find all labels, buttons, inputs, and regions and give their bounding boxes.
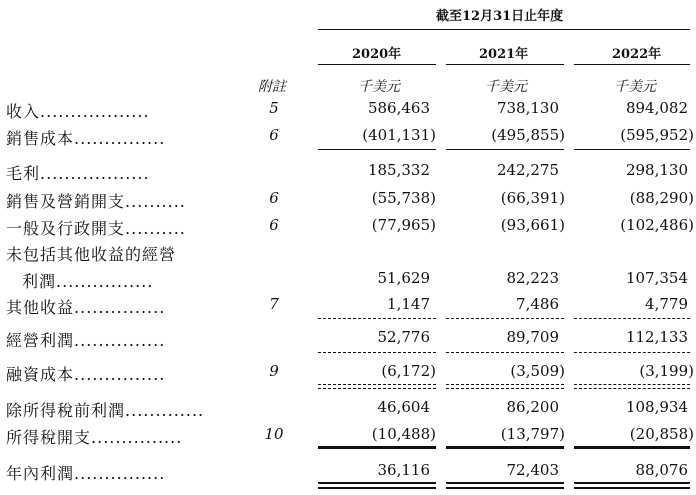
profit-for-year-2020: 36,116	[377, 461, 430, 479]
profit-for-year-2022: 88,076	[635, 461, 688, 479]
row-label-profit-for-year: 年內利潤...............	[6, 464, 166, 483]
cost-of-sales-2020: (401,131)	[362, 126, 436, 144]
row-label-income-tax: 所得稅開支...............	[6, 428, 183, 447]
total-thick-line-2a-2020	[318, 482, 436, 484]
year-2020-header: 2020年	[352, 47, 402, 62]
operating-profit-excl-other-2022: 107,354	[625, 269, 688, 287]
subtotal-line-4a-2022	[574, 384, 690, 385]
row-note-finance-costs: 9	[269, 362, 279, 380]
total-thick-line-2a-2021	[446, 482, 564, 484]
other-gains-2020: 1,147	[387, 295, 430, 313]
year-2021-header: 2021年	[479, 47, 529, 62]
revenue-2022: 894,082	[625, 99, 688, 117]
finance-costs-2021: (3,509)	[510, 362, 565, 380]
row-label-gross-profit: 毛利..................	[6, 164, 150, 183]
row-note-admin-expenses: 6	[269, 216, 279, 234]
total-thick-line-1-2020	[318, 446, 436, 449]
year-2022-header: 2022年	[612, 47, 662, 62]
selling-expenses-2022: (88,290)	[629, 189, 694, 207]
subtotal-line-1-2021	[446, 149, 564, 150]
row-label-operating-profit-excl-other-cont: 利潤................	[22, 272, 154, 291]
operating-profit-2021: 89,709	[506, 328, 559, 346]
total-thick-line-1-2022	[574, 446, 690, 449]
finance-costs-2020: (6,172)	[381, 362, 436, 380]
operating-profit-2020: 52,776	[377, 328, 430, 346]
row-label-operating-profit: 經營利潤...............	[6, 331, 166, 350]
period-underline	[318, 29, 690, 30]
income-tax-2020: (10,488)	[371, 425, 436, 443]
unit-2021: 千美元	[485, 79, 527, 95]
subtotal-line-4a-2021	[446, 384, 564, 385]
row-label-revenue: 收入..................	[6, 102, 150, 121]
operating-profit-2022: 112,133	[625, 328, 688, 346]
row-note-other-gains: 7	[269, 295, 279, 313]
profit-before-tax-2022: 108,934	[625, 398, 688, 416]
income-tax-2021: (13,797)	[500, 425, 565, 443]
subtotal-line-2-2021	[446, 318, 564, 319]
total-thick-line-1-2021	[446, 446, 564, 449]
row-note-income-tax: 10	[264, 425, 284, 443]
cost-of-sales-2022: (595,952)	[620, 126, 694, 144]
period-title: 截至12月31日止年度	[436, 9, 564, 24]
subtotal-line-3-2022	[574, 352, 690, 353]
row-label-operating-profit-excl-other: 未包括其他收益的經營	[6, 245, 177, 264]
selling-expenses-2021: (66,391)	[500, 189, 565, 207]
other-gains-2021: 7,486	[516, 295, 559, 313]
subtotal-line-4b-2022	[574, 388, 690, 389]
row-label-selling-expenses: 銷售及營銷開支..........	[6, 192, 186, 211]
other-gains-2022: 4,779	[645, 295, 688, 313]
subtotal-line-4a-2020	[318, 384, 436, 385]
subtotal-line-4b-2020	[318, 388, 436, 389]
finance-costs-2022: (3,199)	[639, 362, 694, 380]
year-2020-underline	[318, 64, 436, 65]
year-2022-underline	[574, 64, 690, 65]
subtotal-line-1-2020	[318, 149, 436, 150]
total-thick-line-2b-2020	[318, 487, 436, 489]
admin-expenses-2022: (102,486)	[620, 216, 694, 234]
profit-for-year-2021: 72,403	[506, 461, 559, 479]
subtotal-line-1-2022	[574, 149, 690, 150]
total-thick-line-2b-2022	[574, 487, 690, 489]
total-thick-line-2b-2021	[446, 487, 564, 489]
row-note-selling-expenses: 6	[269, 189, 279, 207]
gross-profit-2021: 242,275	[496, 161, 559, 179]
subtotal-line-3-2021	[446, 352, 564, 353]
notes-column-header: 附註	[258, 79, 286, 95]
subtotal-line-4b-2021	[446, 388, 564, 389]
admin-expenses-2020: (77,965)	[371, 216, 436, 234]
cost-of-sales-2021: (495,855)	[491, 126, 565, 144]
operating-profit-excl-other-2020: 51,629	[377, 269, 430, 287]
profit-before-tax-2021: 86,200	[506, 398, 559, 416]
gross-profit-2020: 185,332	[367, 161, 430, 179]
row-note-cost-of-sales: 6	[269, 126, 279, 144]
unit-2022: 千美元	[614, 79, 656, 95]
subtotal-line-2-2022	[574, 318, 690, 319]
income-tax-2022: (20,858)	[629, 425, 694, 443]
row-note-revenue: 5	[269, 99, 279, 117]
row-label-other-gains: 其他收益...............	[6, 298, 166, 317]
row-label-profit-before-tax: 除所得稅前利潤.............	[6, 401, 205, 420]
row-label-admin-expenses: 一般及行政開支..........	[6, 219, 186, 238]
unit-2020: 千美元	[358, 79, 400, 95]
gross-profit-2022: 298,130	[625, 161, 688, 179]
row-label-cost-of-sales: 銷售成本...............	[6, 129, 166, 148]
revenue-2020: 586,463	[367, 99, 430, 117]
revenue-2021: 738,130	[496, 99, 559, 117]
operating-profit-excl-other-2021: 82,223	[506, 269, 559, 287]
total-thick-line-2a-2022	[574, 482, 690, 484]
profit-before-tax-2020: 46,604	[377, 398, 430, 416]
subtotal-line-3-2020	[318, 352, 436, 353]
admin-expenses-2021: (93,661)	[500, 216, 565, 234]
selling-expenses-2020: (55,738)	[371, 189, 436, 207]
year-2021-underline	[446, 64, 564, 65]
subtotal-line-2-2020	[318, 318, 436, 319]
row-label-finance-costs: 融資成本...............	[6, 365, 166, 384]
